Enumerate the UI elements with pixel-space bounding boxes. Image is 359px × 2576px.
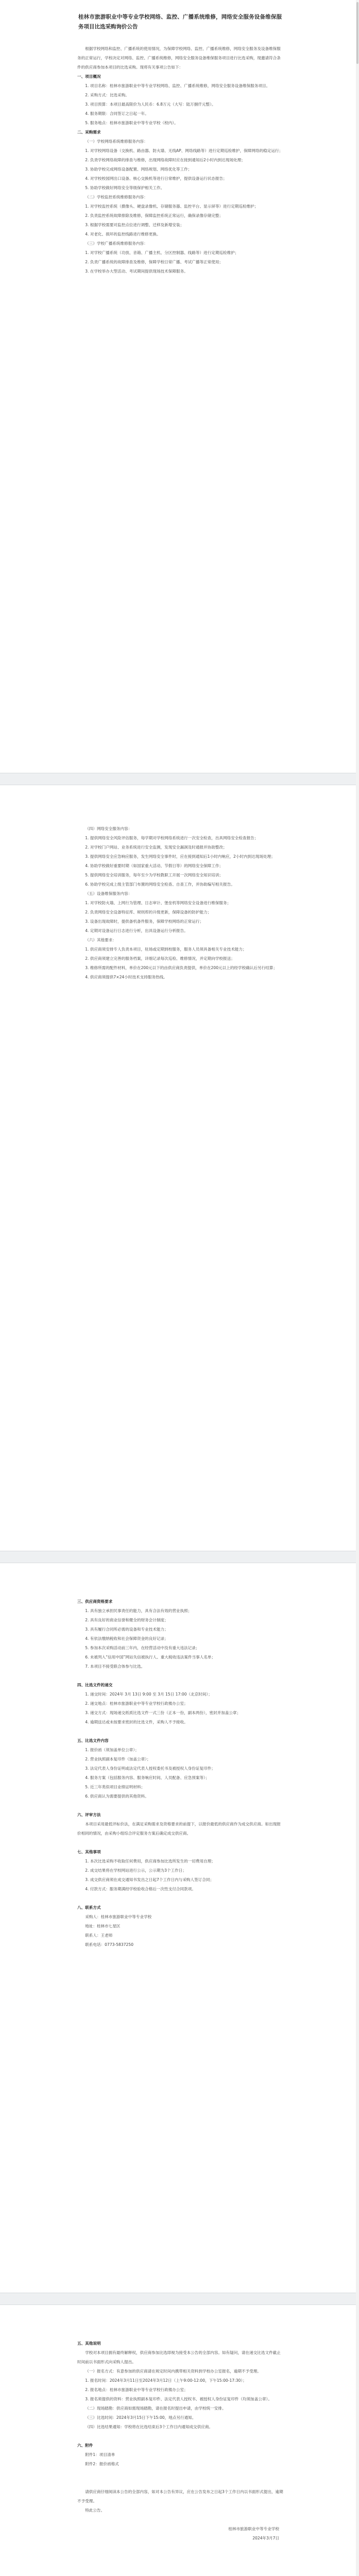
section-2-heading: 二、采购需求	[77, 130, 101, 134]
paragraph: 2. 采购方式：比选采购。	[85, 93, 129, 97]
paragraph: 4. 对学校校园网出口设备、核心交换机等进行日常维护，提供设备运行状态报告；	[85, 176, 227, 181]
paragraph: 7. 本项目不接受联合体参与比选。	[85, 1664, 145, 1669]
section-2-list	[77, 137, 283, 276]
section-5-list	[77, 1745, 283, 1801]
paragraph: 3. 维修所需的配件材料，单价在200元以下的由供应商负责提供，单价在200元以上的经学校确认后另行结算；	[85, 965, 277, 970]
paragraph: 1. 项目名称：桂林市旅游职业中等专业学校网络、监控、广播系统维修，网络安全服务设备维保服务项目。	[85, 83, 270, 88]
paragraph: （三）学校广播系统维修服务内容：	[85, 241, 148, 246]
contact-heading: 八、联系方式	[77, 1905, 101, 1910]
section-7-list	[77, 1857, 283, 1894]
paragraph: 3. 法定代表人身份证明或法定代表人授权委托书及被授权人身份证复印件；	[85, 1766, 215, 1771]
page-3-body	[77, 1597, 283, 1950]
paragraph: 6. 供应商认为需要提供的其他资料。	[85, 1794, 149, 1799]
paragraph: 采购人：桂林市旅游职业中等专业学校	[85, 1914, 152, 1919]
paragraph: （二）学校监控系统维修服务内容：	[85, 195, 148, 199]
paragraph: 4. 定期对设备运行日志进行分析，出具设备运行分析报告。	[85, 928, 188, 933]
paragraph: 4. 服务期限：合同签订之日起一年。	[85, 111, 149, 116]
paragraph: 4. 逾期送达或未按要求密封的比选文件，采购人不予接收。	[85, 1720, 188, 1724]
paragraph: 联系电话：0773-5837250	[85, 1942, 134, 1947]
paragraph: 3. 在学校举办大型活动、考试期间提供现场技术保障服务。	[85, 269, 188, 274]
section-1-list	[77, 81, 283, 128]
paragraph: 3. 递交方式：现场递交纸质比选文件一式三份（正本一份，副本两份），密封并加盖公章；	[85, 1710, 241, 1715]
paragraph: 1. 提供网络安全风险评估服务，每学期对学校网络系统进行一次安全检查，出具网络安全检查报告；	[85, 836, 259, 840]
paragraph: 5. 近三年类似项目业绩证明材料；	[85, 1785, 145, 1789]
paragraph: 4. 对老化、损坏的监控线路进行维修更换。	[85, 232, 161, 236]
paragraph: 3. 报名须提供的资料：营业执照副本复印件、法定代表人授权书、被授权人身份证复印件（均须加盖公章）。	[85, 2397, 272, 2401]
paragraph: 1. 供应商须安排专人负责本项目，驻场或定期到校服务，服务人员须具备相关专业技术能力；	[85, 947, 247, 952]
paragraph: 3. 项目预算：本项目最高限价为人民币：6.8万元（大写：陆万捌仟元整）。	[85, 102, 216, 107]
paragraph: 特此公告。	[85, 2508, 105, 2513]
page-separator	[0, 773, 359, 785]
paragraph: 1. 报名时间：2024年3月11日至2024年3月12日（上午9:00-12:00，下午15:00-17:30）；	[85, 2378, 247, 2383]
attachments-list	[77, 2450, 283, 2469]
paragraph: 2. 负责监控系统故障排除及维修，保障监控系统正常运行，确保录像存储完整；	[85, 213, 224, 218]
paragraph: 5. 参加本次采购活动前三年内，在经营活动中没有重大违法记录；	[85, 1646, 200, 1650]
paragraph: 2. 成交结果将在学校网站进行公示，公示期为3个工作日；	[85, 1868, 186, 1873]
paragraph: （二）现场踏勘：供应商如需现场踏勘，请在报名时提出申请，由学校统一安排。	[85, 2406, 226, 2411]
section-4-heading: 四、比选文件的递交	[77, 1683, 113, 1687]
paragraph: 4. 协助学校做好重要时期（如国家重大活动、节假日等）的网络安全保障工作；	[85, 863, 224, 868]
paragraph: 4. 供应商须提供7×24小时技术支持服务热线。	[85, 975, 167, 979]
paragraph: 3. 提供网络安全应急响应服务，发生网络安全事件时，应在接到通知后1小时内响应，2小时内到达现场处理；	[85, 854, 275, 859]
paragraph: 2. 对学校门户网站、业务系统进行安全监测，发现安全漏洞及时通报并协助整改；	[85, 845, 227, 850]
paragraph: 2. 具有良好的商业信誉和健全的财务会计制度；	[85, 1618, 168, 1622]
section-1-heading: 一、项目概况	[77, 74, 101, 79]
paragraph: 4. 有依法缴纳税收和社会保障资金的良好记录；	[85, 1636, 168, 1641]
section-7-heading: 七、其他事项	[77, 1850, 101, 1854]
paragraph: （五）设备维保服务内容：	[85, 891, 132, 896]
paragraph: 3. 设备出现故障时，提供备机备件服务，保障学校网络的正常运行；	[85, 919, 204, 924]
paragraph: 附件1：项目清单	[85, 2452, 115, 2457]
paragraph: 1. 对学校网络设备（交换机、路由器、防火墙、无线AP、网络线路等）进行定期巡检维护，保障网络的稳定运行；	[85, 148, 283, 153]
section-6-list	[77, 1820, 283, 1838]
contact-list	[77, 1912, 283, 1950]
paragraph: 4. 付款方式：服务期满经学校验收合格后一次性支付合同款项。	[85, 1887, 196, 1891]
paragraph: 2. 报名地点：桂林市旅游职业中等专业学校行政楼办公室；	[85, 2387, 188, 2392]
paragraph: （六）其他要求：	[85, 938, 116, 942]
paragraph: 1. 对学校监控系统（摄像头、硬盘录像机、存储服务器、监控平台、显示屏等）进行定期巡检维护；	[85, 204, 259, 209]
document-page-1	[0, 0, 359, 768]
paragraph: 附件2：报价函格式	[85, 2462, 119, 2466]
sign-date: 2024年3月7日	[252, 2536, 279, 2540]
paragraph: 2. 负责广播系统的故障排查及维修，保障学校日常广播、考试广播等正常使用；	[85, 260, 224, 264]
document-page-3	[0, 1566, 359, 2287]
paragraph: 3. 成交供应商须在成交通知书发出之日起7个工作日内与采购人签订合同；	[85, 1877, 214, 1882]
notice-list	[77, 2487, 283, 2515]
paragraph: 3. 具有履行合同所必需的设备和专业技术能力；	[85, 1627, 168, 1632]
scrollbar-track[interactable]	[356, 0, 359, 2576]
paragraph: 学校对本项目拥有最终解释权，供应商参加比选即视为接受本公告的全部内容。如有疑问，请在递交比选文件截止时间前以书面形式向采购人提出。	[77, 2350, 281, 2364]
section-3-list	[77, 1606, 283, 1671]
document-page-2	[0, 788, 359, 1546]
paragraph: 联系人：王老师	[85, 1933, 113, 1938]
paragraph: 3. 协助学校完成网络设备配置、网络规划、网络优化等工作；	[85, 167, 192, 172]
paragraph: 1. 对学校广播系统（功放、音箱、广播主机、分区控制器、线路等）进行定期巡检维护；	[85, 250, 239, 255]
paragraph: 5. 提供网络安全培训服务，每年至少为学校教职工开展一次网络安全知识培训；	[85, 873, 224, 877]
paragraph: 5. 协助学校做好网络安全等级保护相关工作。	[85, 185, 165, 190]
paragraph: 1. 对学校防火墙、上网行为管理、日志审计、堡垒机等网络安全设备进行维保服务；	[85, 901, 231, 905]
paragraph: 6. 未被列入“信用中国”网站失信被执行人、重大税收违法案件当事人名单；	[85, 1655, 216, 1659]
paragraph: 请供应商仔细阅读本公告的全部内容，如对本公告有异议，应在公告发布之日起3个工作日内以书面形式提出，逾期不予受理。	[77, 2489, 283, 2503]
page-1-body	[77, 44, 283, 276]
other-notes-heading: 五、其他说明	[77, 2341, 101, 2346]
paragraph: 6. 协助学校完成上级主管部门布置的网络安全检查、自查工作，并协助编写相关报告。	[85, 882, 235, 887]
paragraph: 4. 服务方案（包括服务内容、服务响应时间、人员配备、应急预案等）；	[85, 1775, 210, 1780]
paragraph: 5. 服务地点：桂林市旅游职业中等专业学校（校内）。	[85, 121, 178, 125]
document-title: 桂林市旅游职业中等专业学校网络、监控、广播系统维修，网络安全服务设备维保服务项目比选采购询价公告	[78, 14, 282, 30]
section-3-heading: 三、供应商资格要求	[77, 1599, 113, 1604]
paragraph: （一）报名方式：有意参加的供应商请在规定时间内携带相关资料到学校办公室报名，逾期不予受理。	[85, 2369, 261, 2374]
paragraph: 2. 负责学校网络故障的排查与维修，出现网络故障时应在接到通知后2小时内到达现场处理；	[85, 158, 245, 162]
paragraph: 1. 递交时间：2024年 3月 13日 9:00 至 3月 15日 17:00（北京时间）；	[85, 1692, 212, 1697]
paragraph: 地址：桂林市七星区	[85, 1924, 121, 1928]
section-2b-list	[77, 824, 283, 982]
section-4-list	[77, 1690, 283, 1727]
attachments-heading: 六、附件	[77, 2443, 93, 2448]
paragraph: 1. 具有独立承担民事责任的能力，具有合法有效的营业执照；	[85, 1608, 192, 1613]
section-5-heading: 五、比选文件内容	[77, 1738, 109, 1743]
section-6-heading: 六、评审方法	[77, 1812, 101, 1817]
paragraph: 本项目采用最低评标价法，在满足采购需求及资格要求的前提下，以报价最低的供应商作为成交供应商。如出现报价相同的情况，由采购小组综合评定服务方案后确定成交供应商。	[77, 1822, 281, 1836]
paragraph: （四）网络安全服务内容：	[85, 826, 132, 831]
paragraph: 1. 报价函（须加盖单位公章）；	[85, 1748, 139, 1752]
signer: 桂林市旅游职业中等专业学校	[228, 2527, 279, 2531]
paragraph: 2. 营业执照副本复印件（加盖公章）；	[85, 1757, 151, 1761]
paragraph: （四）比选结果通知：学校将在比选结束后3个工作日内通知成交供应商。	[85, 2425, 213, 2429]
paragraph: 1. 本次比选采购不收取任何费用，供应商参加比选所发生的一切费用自理；	[85, 1859, 215, 1863]
scrollbar-thumb[interactable]	[356, 2, 358, 64]
paragraph: （一）学校网络系统维修服务内容：	[85, 139, 148, 144]
paragraph: 2. 递交地点：桂林市旅游职业中等专业学校行政楼办公室；	[85, 1701, 188, 1706]
page-separator	[0, 1551, 359, 1563]
page-separator	[0, 2293, 359, 2305]
paragraph: 3. 根据学校需要对监控点位进行调整、迁移及新增安装；	[85, 223, 184, 227]
paragraph: 2. 负责网络安全设备特征库、规则库的升级更新，保障设备的防护能力；	[85, 910, 212, 914]
other-notes-list	[77, 2348, 283, 2432]
document-page-4	[0, 2308, 359, 2576]
page-2-body	[77, 824, 283, 982]
paragraph: 2. 供应商须建立完善的服务档案，详细记录每次巡检、维修情况，并定期向学校报送；	[85, 956, 235, 961]
intro-paragraph: 根据学校网络和监控、广播系统的使用情况，为保障学校网络、监控、广播系统维修，网络安全服务及设备维保服务的正常运行，学校决定对网络、监控、广播系统维修，网络安全服务设备维保服务项目进行比选采购，现邀请符合条件的供应商参加本项目的比选采购。现将有关事项公告如下：	[77, 46, 281, 70]
page-4-body	[77, 2339, 283, 2543]
paragraph: （三）比选时间：2024年3月15日下午15:00，地点另行通知。	[85, 2415, 196, 2420]
